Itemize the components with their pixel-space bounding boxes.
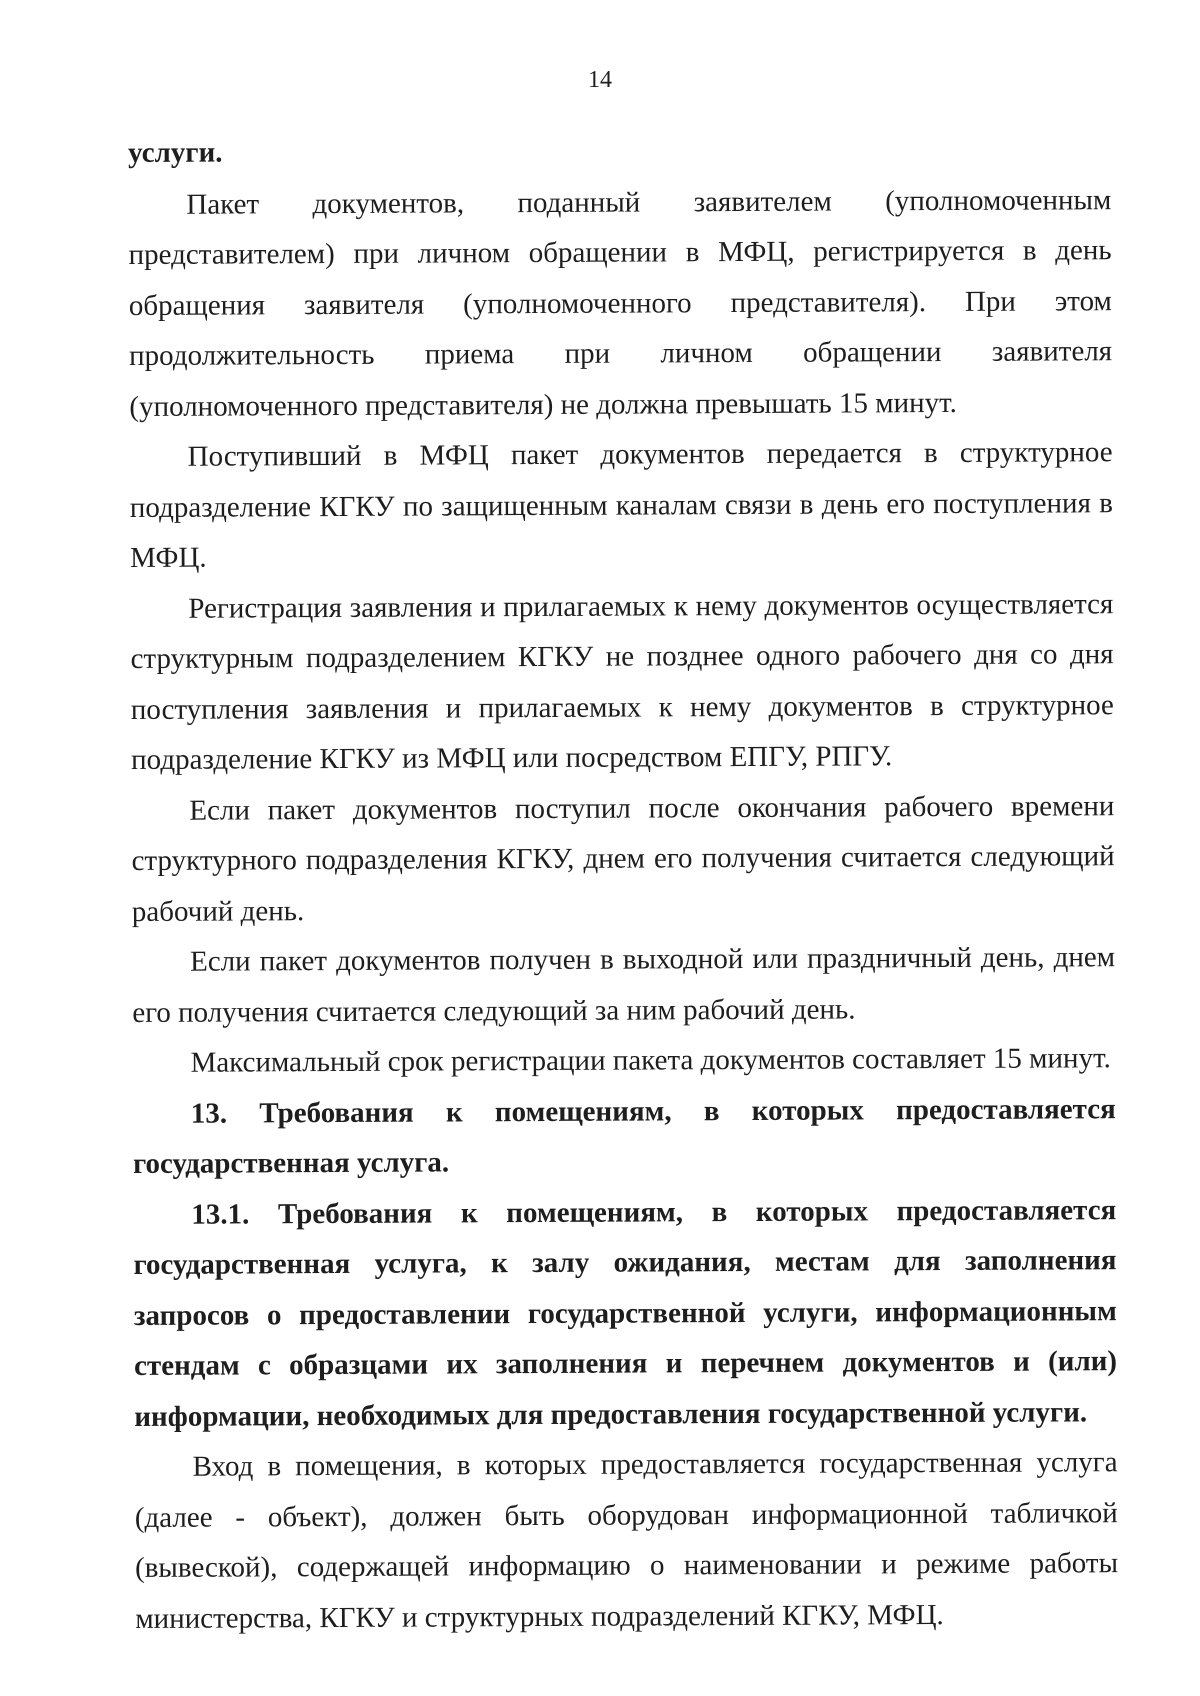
paragraph-entrance-sign: Вход в помещения, в которых предоставляется государственная услуга (далее - объект), должен быть оборудован информационной табличкой (вывеской), содержащей информацию о наименовании и режиме работы министерства, КГКУ и структурных подразделений КГКУ, МФЦ.: [134, 1446, 1119, 1635]
paragraph-kgku-registration: Регистрация заявления и прилагаемых к нему документов осуществляется структурным подразделением КГКУ не позднее одного рабочего дня со дня поступления заявления и прилагаемых к нему документов в структурное подразделение КГКУ из МФЦ или посредством ЕПГУ, РПГУ.: [130, 587, 1114, 776]
document-body: [128, 123, 1118, 1644]
section-13-1-heading: 13.1. Требования к помещениям, в которых предоставляется государственная услуга, к залу ожидания, местам для заполнения запросов о предоставлении государственной услуги, информационным стендам с образцами их заполнения и перечнем документов и (или) информации, необходимых для предоставления государственной услуги.: [133, 1193, 1118, 1433]
paragraph-max-registration-time: Максимальный срок регистрации пакета документов составляет 15 минут.: [190, 1042, 1111, 1079]
page-number: 14: [588, 67, 612, 93]
paragraph-mfc-registration: Пакет документов, поданный заявителем (уполномоченным представителем) при личном обращении в МФЦ, регистрируется в день обращения заявителя (уполномоченного представителя). При этом продолжительность приема при личном обращении заявителя (уполномоченного представителя) не должна превышать 15 минут.: [128, 183, 1113, 423]
paragraph-holiday: Если пакет документов получен в выходной или праздничный день, днем его получения считается следующий за ним рабочий день.: [132, 941, 1116, 1029]
paragraph-after-hours: Если пакет документов поступил после окончания рабочего времени структурного подразделения КГКУ, днем его получения считается следующий рабочий день.: [131, 789, 1115, 928]
section-13-heading: 13. Требования к помещениям, в которых предоставляется государственная услуга.: [132, 1092, 1116, 1180]
section-12-heading-ending: услуги.: [128, 136, 223, 169]
paragraph-mfc-transfer: Поступивший в МФЦ пакет документов передается в структурное подразделение КГКУ по защищенным каналам связи в день его поступления в МФЦ.: [129, 436, 1113, 574]
